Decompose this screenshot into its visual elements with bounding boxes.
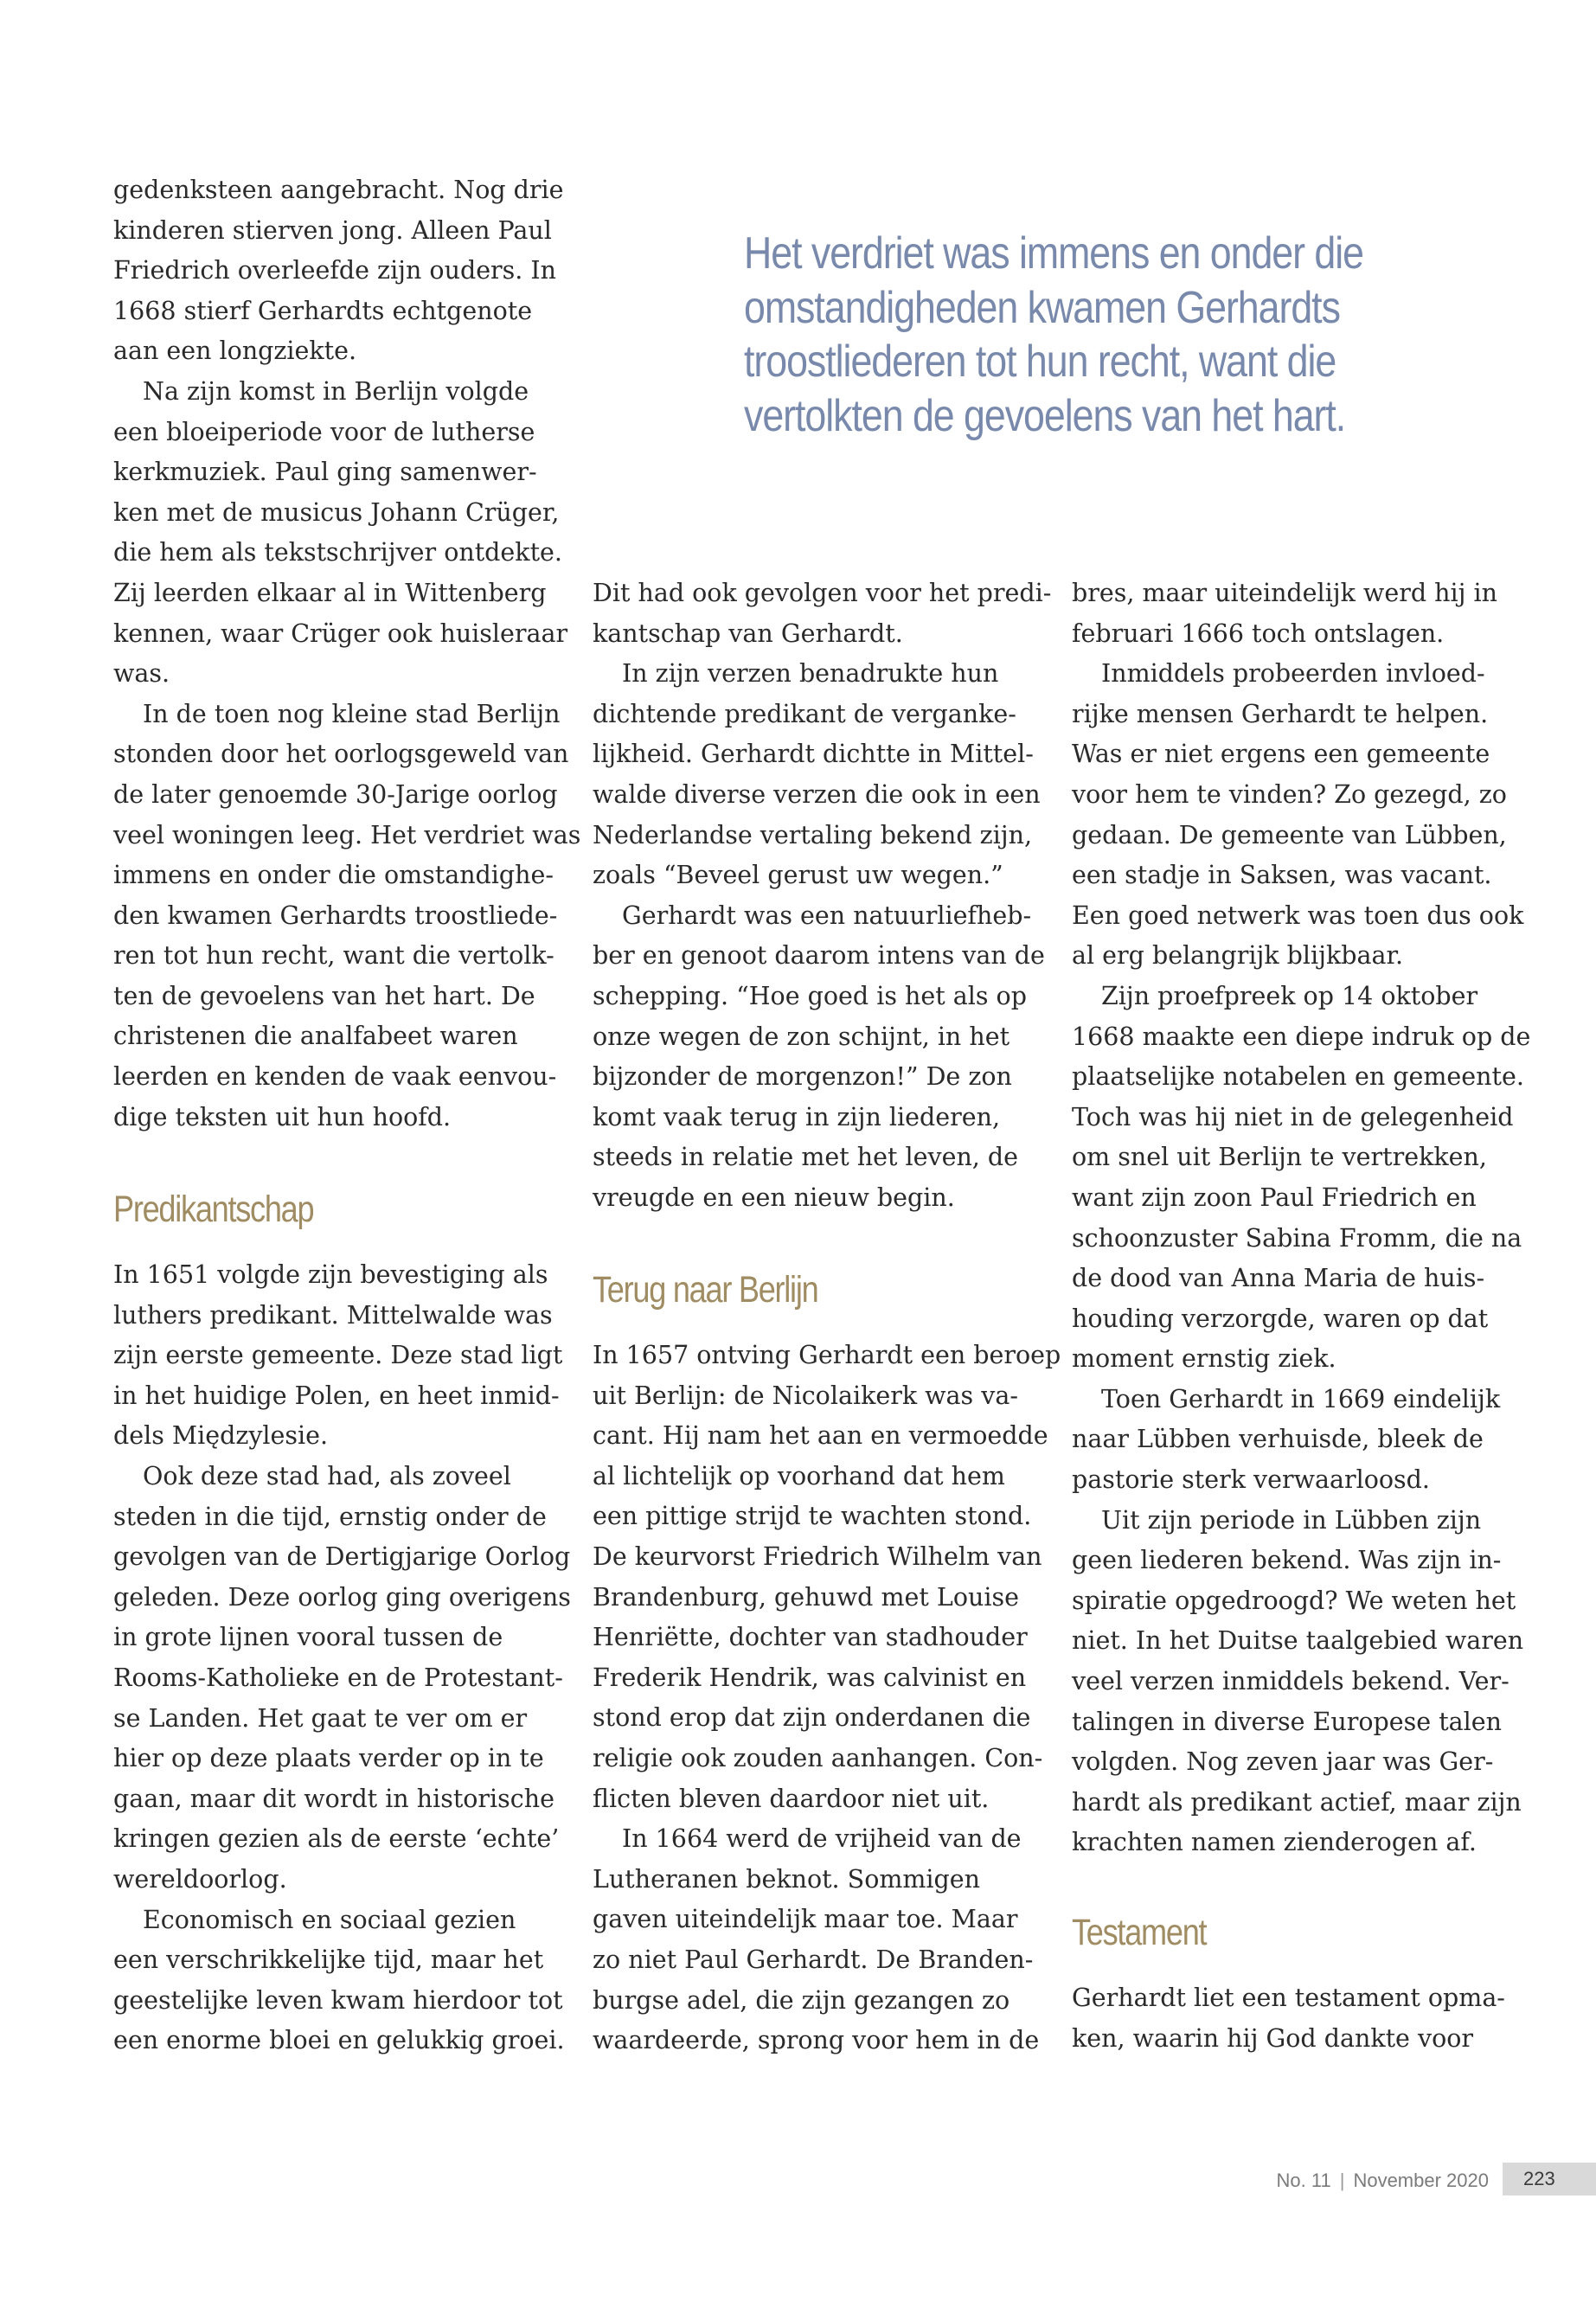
text-line: de later genoemde 30-Jarige oorlog xyxy=(113,779,558,809)
text-line: Zij leerden elkaar al in Wittenberg xyxy=(113,578,547,607)
text-line: ren tot hun recht, want die vertolk- xyxy=(113,941,554,971)
text-line: de dood van Anna Maria de huis- xyxy=(1072,1264,1485,1293)
page-number: 223 xyxy=(1503,2163,1596,2195)
paragraph xyxy=(113,695,580,1138)
text-line: In 1657 ontving Gerhardt een beroep xyxy=(593,1341,1061,1369)
text-line: ken, waarin hij God dankte voor xyxy=(1072,2023,1474,2053)
text-line: in grote lijnen vooral tussen de xyxy=(113,1623,503,1652)
footer-separator: | xyxy=(1339,2170,1345,2191)
col2-block-b xyxy=(593,1336,1061,2061)
text-line: In 1664 werd de vrijheid van de xyxy=(622,1824,1022,1854)
paragraph xyxy=(593,896,1051,1219)
text-line: geestelijke leven kwam hierdoor tot xyxy=(113,1985,563,2015)
paragraph xyxy=(1072,1978,1505,2059)
text-line: al lichtelijk op voorhand dat hem xyxy=(593,1461,1005,1490)
section-heading: Testament xyxy=(1072,1912,1207,1953)
text-line: moment ernstig ziek. xyxy=(1072,1344,1336,1374)
text-line: immens en onder die omstandighe- xyxy=(113,861,554,890)
text-line: talingen in diverse Europese talen xyxy=(1072,1707,1502,1736)
text-line: die hem als tekstschrijver ontdekte. xyxy=(113,538,562,567)
text-line: was. xyxy=(113,659,170,689)
text-line: In 1651 volgde zijn bevestiging als xyxy=(113,1260,548,1289)
text-line: stonden door het oorlogsgeweld van xyxy=(113,740,569,769)
text-line: Frederik Hendrik, was calvinist en xyxy=(593,1663,1027,1692)
text-line: lijkheid. Gerhardt dichtte in Mittel- xyxy=(593,740,1034,769)
text-line: Inmiddels probeerden invloed- xyxy=(1101,659,1485,689)
paragraph xyxy=(1072,574,1530,654)
paragraph xyxy=(1072,977,1530,1380)
text-line: Ook deze stad had, als zoveel xyxy=(143,1461,511,1490)
text-line: zo niet Paul Gerhardt. De Branden- xyxy=(593,1945,1034,1974)
text-line: stond erop dat zijn onderdanen die xyxy=(593,1703,1031,1733)
text-line: plaatselijke notabelen en gemeente. xyxy=(1072,1062,1524,1092)
text-line: dige teksten uit hun hoofd. xyxy=(113,1102,452,1131)
text-line: een enorme bloei en gelukkig groei. xyxy=(113,2026,565,2055)
text-line: geleden. Deze oorlog ging overigens xyxy=(113,1582,571,1612)
text-line: schepping. “Hoe goed is het als op xyxy=(593,981,1027,1010)
footer-issue-info xyxy=(1277,2170,1489,2192)
text-line: voor hem te vinden? Zo gezegd, zo xyxy=(1072,779,1507,809)
text-line: Een goed netwerk was toen dus ook xyxy=(1072,901,1524,930)
text-line: den kwamen Gerhardts troostliede- xyxy=(113,901,558,930)
text-line: gaven uiteindelijk maar toe. Maar xyxy=(593,1905,1018,1934)
text-line: Na zijn komst in Berlijn volgde xyxy=(143,376,529,406)
text-line: In de toen nog kleine stad Berlijn xyxy=(143,699,561,728)
text-line: Rooms-Katholieke en de Protestant- xyxy=(113,1663,563,1692)
pull-quote-line: vertolkten de gevoelens van het hart. xyxy=(744,390,1346,441)
text-line: een stadje in Saksen, was vacant. xyxy=(1072,861,1492,890)
text-line: gevolgen van de Dertigjarige Oorlog xyxy=(113,1542,571,1572)
paragraph xyxy=(113,1457,571,1900)
paragraph xyxy=(1072,1501,1530,1863)
text-line: februari 1666 toch ontslagen. xyxy=(1072,619,1445,648)
text-line: krachten namen zienderogen af. xyxy=(1072,1828,1477,1857)
text-line: luthers predikant. Mittelwalde was xyxy=(113,1300,553,1330)
pull-quote-line: troostliederen tot hun recht, want die xyxy=(744,336,1336,387)
col2-block-a xyxy=(593,574,1051,1219)
pull-quote-line: omstandigheden kwamen Gerhardts xyxy=(744,282,1340,333)
text-line: pastorie sterk verwaarloosd. xyxy=(1072,1465,1430,1495)
text-line: volgden. Nog zeven jaar was Ger- xyxy=(1072,1747,1494,1777)
text-line: uit Berlijn: de Nicolaikerk was va- xyxy=(593,1381,1018,1410)
text-line: kennen, waar Crüger ook huisleraar xyxy=(113,619,568,648)
text-line: bres, maar uiteindelijk werd hij in xyxy=(1072,579,1497,607)
text-line: om snel uit Berlijn te vertrekken, xyxy=(1072,1143,1487,1172)
text-line: 1668 stierf Gerhardts echtgenote xyxy=(113,296,533,325)
paragraph xyxy=(113,372,580,695)
paragraph xyxy=(593,654,1051,896)
text-line: steeds in relatie met het leven, de xyxy=(593,1143,1019,1172)
text-line: dichtende predikant de verganke- xyxy=(593,699,1016,728)
text-line: christenen die analfabeet waren xyxy=(113,1022,518,1051)
text-line: Henriëtte, dochter van stadhouder xyxy=(593,1623,1028,1652)
text-line: flicten bleven daardoor niet uit. xyxy=(593,1784,990,1813)
text-line: Lutheranen beknot. Sommigen xyxy=(593,1864,980,1894)
text-line: Uit zijn periode in Lübben zijn xyxy=(1101,1505,1482,1535)
text-line: veel verzen inmiddels bekend. Ver- xyxy=(1072,1667,1509,1696)
paragraph xyxy=(113,1900,571,2061)
text-line: burgse adel, die zijn gezangen zo xyxy=(593,1985,1010,2015)
pull-quote-line: Het verdriet was immens en onder die xyxy=(744,228,1363,279)
text-line: Zijn proefpreek op 14 oktober xyxy=(1101,981,1478,1010)
text-line: kerkmuziek. Paul ging samenwer- xyxy=(113,458,537,487)
text-line: Gerhardt was een natuurliefheb- xyxy=(622,901,1032,930)
section-heading: Terug naar Berlijn xyxy=(593,1269,818,1311)
text-line: Brandenburg, gehuwd met Louise xyxy=(593,1582,1019,1612)
text-line: gedaan. De gemeente van Lübben, xyxy=(1072,820,1507,849)
text-line: se Landen. Het gaat te ver om er xyxy=(113,1703,528,1733)
text-line: geen liederen bekend. Was zijn in- xyxy=(1072,1546,1502,1575)
col1-block-b xyxy=(113,1255,571,2061)
text-line: Toen Gerhardt in 1669 eindelijk xyxy=(1101,1384,1501,1413)
text-line: cant. Hij nam het aan en vermoedde xyxy=(593,1421,1048,1451)
text-line: hier op deze plaats verder op in te xyxy=(113,1744,544,1773)
col3-block-a xyxy=(1072,574,1530,1863)
text-line: Was er niet ergens een gemeente xyxy=(1072,740,1490,769)
text-line: aan een longziekte. xyxy=(113,336,357,366)
text-line: zijn eerste gemeente. Deze stad ligt xyxy=(113,1341,563,1370)
text-line: Gerhardt liet een testament opma- xyxy=(1072,1984,1505,2012)
text-line: ten de gevoelens van het hart. De xyxy=(113,981,535,1010)
col1-block-a xyxy=(113,170,580,1138)
paragraph xyxy=(113,170,580,372)
text-line: steden in die tijd, ernstig onder de xyxy=(113,1502,547,1531)
text-line: ken met de musicus Johann Crüger, xyxy=(113,497,560,527)
section-heading: Predikantschap xyxy=(113,1189,314,1230)
text-line: dels Międzylesie. xyxy=(113,1421,329,1451)
text-line: 1668 maakte een diepe indruk op de xyxy=(1072,1022,1531,1051)
text-line: want zijn zoon Paul Friedrich en xyxy=(1072,1183,1477,1212)
text-line: een bloeiperiode voor de lutherse xyxy=(113,417,535,446)
text-line: wereldoorlog. xyxy=(113,1864,287,1894)
text-line: De keurvorst Friedrich Wilhelm van xyxy=(593,1541,1042,1571)
paragraph xyxy=(1072,1380,1530,1501)
paragraph xyxy=(1072,654,1530,977)
text-line: Nederlandse vertaling bekend zijn, xyxy=(593,820,1033,849)
pull-quote xyxy=(744,227,1505,443)
text-line: in het huidige Polen, en heet inmid- xyxy=(113,1381,560,1410)
text-line: onze wegen de zon schijnt, in het xyxy=(593,1022,1010,1051)
text-line: rijke mensen Gerhardt te helpen. xyxy=(1072,699,1489,728)
text-line: vreugde en een nieuw begin. xyxy=(593,1183,955,1212)
text-line: een verschrikkelijke tijd, maar het xyxy=(113,1945,544,1975)
text-line: spiratie opgedroogd? We weten het xyxy=(1072,1586,1516,1615)
text-line: gaan, maar dit wordt in historische xyxy=(113,1784,554,1813)
text-line: niet. In het Duitse taalgebied waren xyxy=(1072,1626,1524,1656)
text-line: al erg belangrijk blijkbaar. xyxy=(1072,941,1404,971)
col3-block-b xyxy=(1072,1978,1505,2059)
text-line: waardeerde, sprong voor hem in de xyxy=(593,2026,1040,2055)
paragraph xyxy=(113,1255,571,1457)
paragraph xyxy=(593,574,1051,654)
text-line: Friedrich overleefde zijn ouders. In xyxy=(113,256,557,285)
text-line: Toch was hij niet in de gelegenheid xyxy=(1072,1102,1514,1131)
text-line: bijzonder de morgenzon!” De zon xyxy=(593,1062,1012,1092)
text-line: Economisch en sociaal gezien xyxy=(143,1905,516,1934)
paragraph xyxy=(593,1336,1061,1819)
text-line: kinderen stierven jong. Alleen Paul xyxy=(113,215,552,245)
text-line: kantschap van Gerhardt. xyxy=(593,619,903,648)
text-line: naar Lübben verhuisde, bleek de xyxy=(1072,1425,1484,1454)
text-line: veel woningen leeg. Het verdriet was xyxy=(113,820,581,849)
text-line: schoonzuster Sabina Fromm, die na xyxy=(1072,1223,1522,1253)
text-line: komt vaak terug in zijn liederen, xyxy=(593,1102,1001,1131)
text-line: hardt als predikant actief, maar zijn xyxy=(1072,1787,1522,1817)
text-line: religie ook zouden aanhangen. Con- xyxy=(593,1743,1043,1772)
paragraph xyxy=(593,1819,1061,2061)
text-line: walde diverse verzen die ook in een xyxy=(593,779,1041,809)
text-line: zoals “Beveel gerust uw wegen.” xyxy=(593,861,1003,890)
text-line: Dit had ook gevolgen voor het predi- xyxy=(593,579,1052,607)
text-line: houding verzorgde, waren op dat xyxy=(1072,1304,1489,1333)
issue-number: No. 11 xyxy=(1276,2170,1331,2191)
text-line: leerden en kenden de vaak eenvou- xyxy=(113,1062,557,1092)
text-line: kringen gezien als de eerste ‘echte’ xyxy=(113,1824,560,1854)
issue-date: November 2020 xyxy=(1353,2170,1489,2191)
text-line: een pittige strijd te wachten stond. xyxy=(593,1502,1032,1531)
text-line: ber en genoot daarom intens van de xyxy=(593,941,1045,971)
text-line: gedenksteen aangebracht. Nog drie xyxy=(113,176,564,204)
text-line: In zijn verzen benadrukte hun xyxy=(622,659,999,689)
